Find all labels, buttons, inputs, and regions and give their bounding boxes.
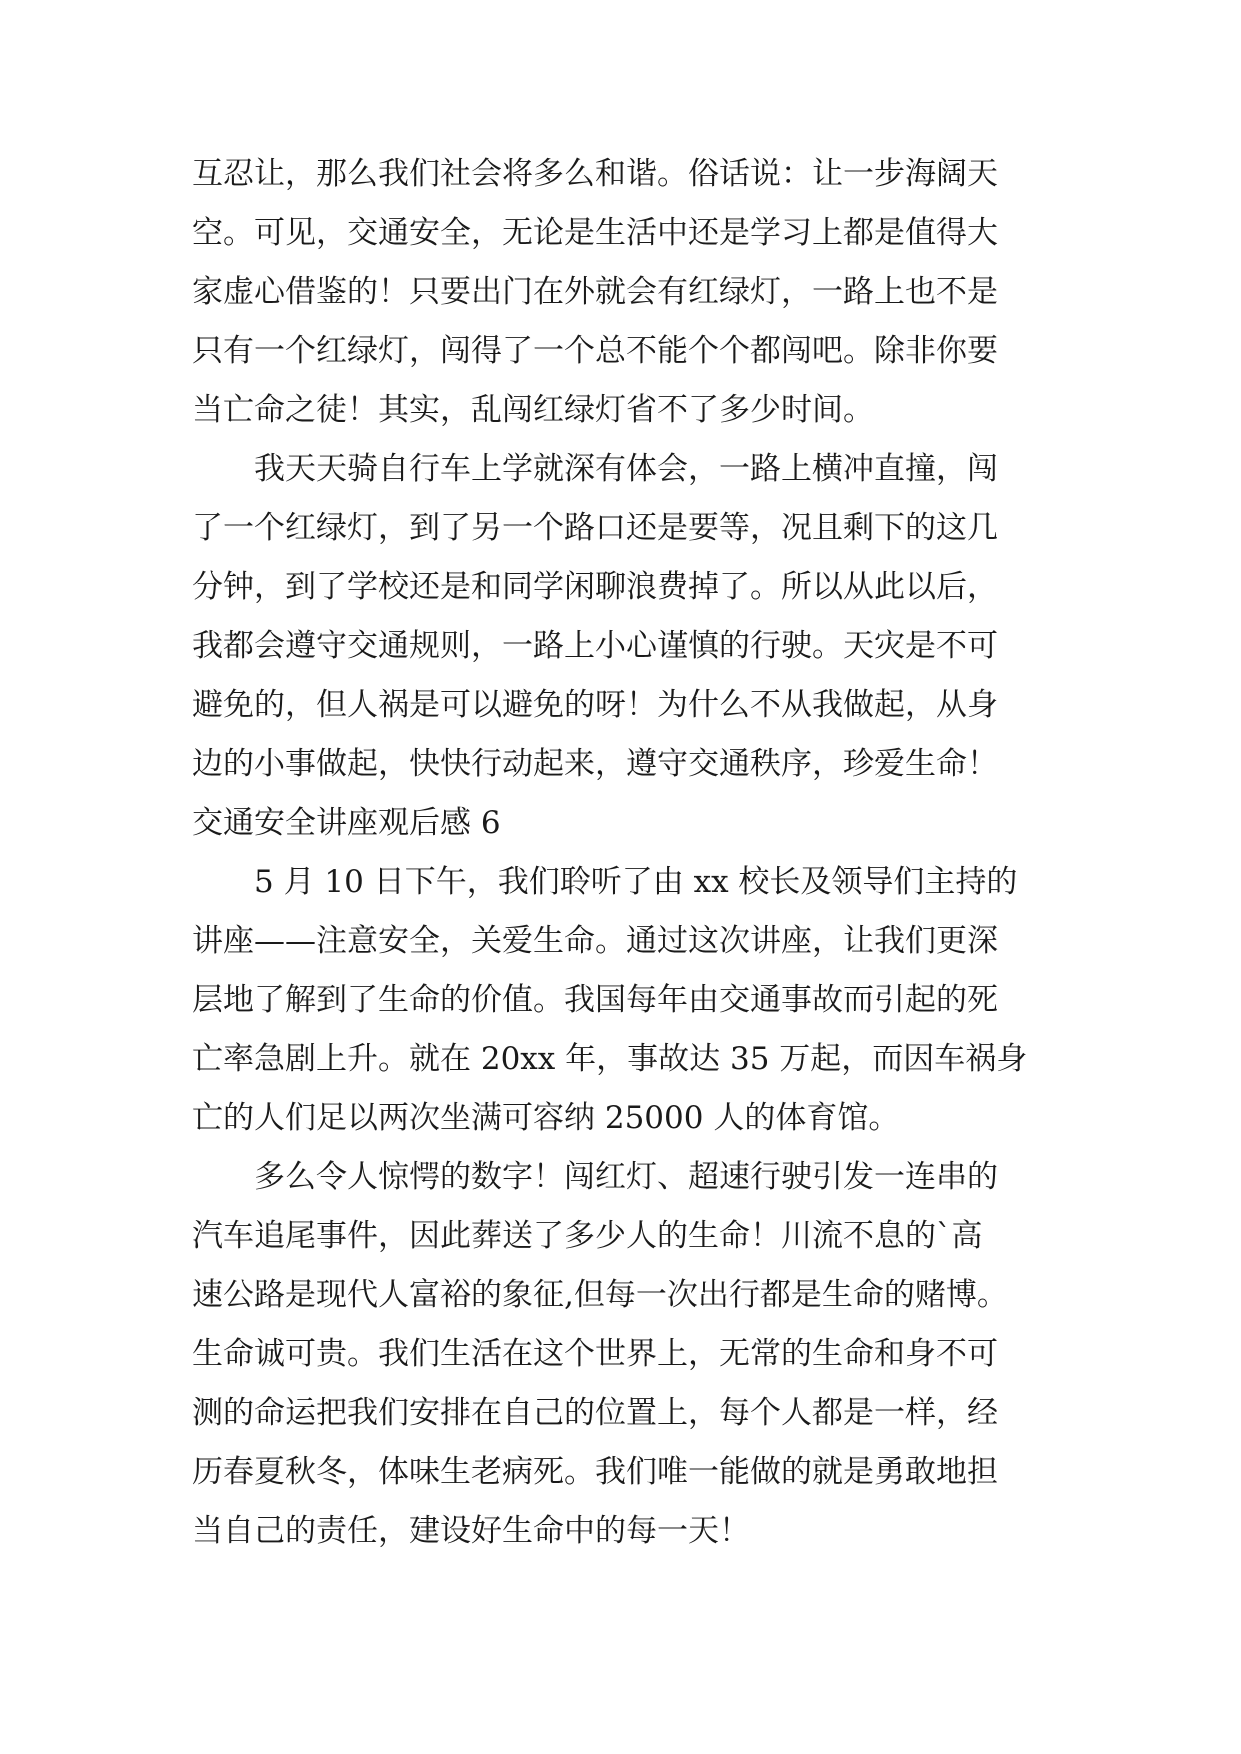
text-line: 当亡命之徒！其实，乱闯红绿灯省不了多少时间。 bbox=[192, 392, 874, 428]
text-line: 空。可见，交通安全，无论是生活中还是学习上都是值得大 bbox=[192, 215, 998, 251]
paragraph-first-line: 我天天骑自行车上学就深有体会，一路上横冲直撞，闯 bbox=[254, 451, 998, 487]
text-line: 生命诚可贵。我们生活在这个世界上，无常的生命和身不可 bbox=[192, 1336, 998, 1372]
text-line: 家虚心借鉴的！只要出门在外就会有红绿灯，一路上也不是 bbox=[192, 274, 998, 310]
paragraph-first-line: 5 月 10 日下午，我们聆听了由 xx 校长及领导们主持的 bbox=[254, 864, 1018, 900]
text-line: 我都会遵守交通规则，一路上小心谨慎的行驶。天灾是不可 bbox=[192, 628, 998, 664]
text-line: 速公路是现代人富裕的象征,但每一次出行都是生命的赌博。 bbox=[192, 1277, 1008, 1313]
text-line: 避免的，但人祸是可以避免的呀！为什么不从我做起，从身 bbox=[192, 687, 998, 723]
text-line: 边的小事做起，快快行动起来，遵守交通秩序，珍爱生命！ bbox=[192, 746, 998, 782]
text-line: 历春夏秋冬，体味生老病死。我们唯一能做的就是勇敢地担 bbox=[192, 1454, 998, 1490]
text-line: 层地了解到了生命的价值。我国每年由交通事故而引起的死 bbox=[192, 982, 998, 1018]
text-line: 当自己的责任，建设好生命中的每一天！ bbox=[192, 1513, 750, 1549]
section-heading: 交通安全讲座观后感 6 bbox=[192, 805, 501, 841]
text-line: 互忍让，那么我们社会将多么和谐。俗话说：让一步海阔天 bbox=[192, 156, 998, 192]
text-line: 了一个红绿灯，到了另一个路口还是要等，况且剩下的这几 bbox=[192, 510, 998, 546]
text-line: 亡率急剧上升。就在 20xx 年，事故达 35 万起，而因车祸身 bbox=[192, 1041, 1028, 1077]
text-line: 讲座——注意安全，关爱生命。通过这次讲座，让我们更深 bbox=[192, 923, 998, 959]
text-line: 亡的人们足以两次坐满可容纳 25000 人的体育馆。 bbox=[192, 1100, 900, 1136]
text-line: 分钟，到了学校还是和同学闲聊浪费掉了。所以从此以后， bbox=[192, 569, 998, 605]
text-line: 只有一个红绿灯，闯得了一个总不能个个都闯吧。除非你要 bbox=[192, 333, 998, 369]
text-line: 汽车追尾事件，因此葬送了多少人的生命！川流不息的`高 bbox=[192, 1218, 983, 1254]
document-page bbox=[192, 145, 1052, 1561]
paragraph-first-line: 多么令人惊愕的数字！闯红灯、超速行驶引发一连串的 bbox=[254, 1159, 998, 1195]
text-line: 测的命运把我们安排在自己的位置上，每个人都是一样，经 bbox=[192, 1395, 998, 1431]
